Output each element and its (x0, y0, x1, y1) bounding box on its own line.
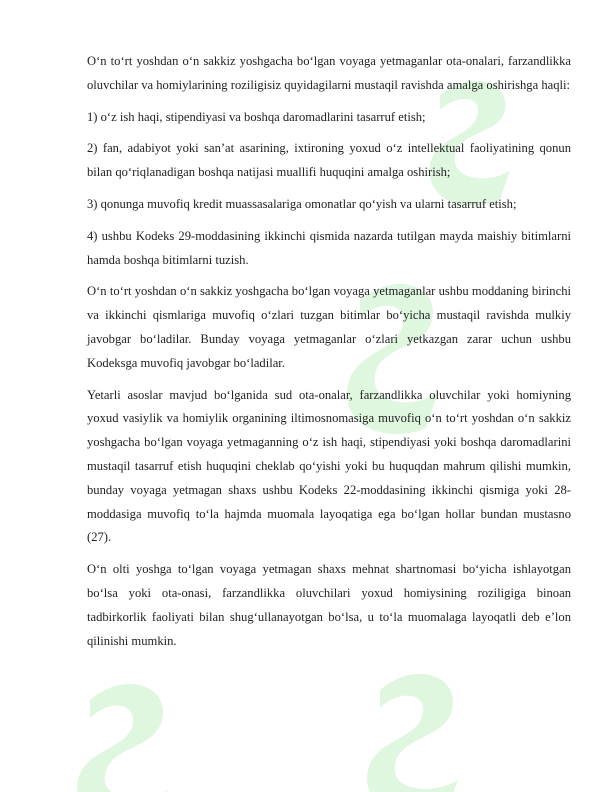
paragraph-liability: O‘n to‘rt yoshdan o‘n sakkiz yoshgacha bo‘lgan voyaga yetmaganlar ushbu moddaning birinchi va ikkinchi qismlariga muvofiq o‘zlari tuzgan bitimlar bo‘yicha mustaqil ravishda mulkiy javobgar bo‘ladilar. Bunday voyaga yetmaganlar o‘zlari yetkazgan zarar uchun ushbu Kodeksga muvofiq javobgar bo‘ladilar. (87, 284, 571, 370)
paragraph-item-4: 4) ushbu Kodeks 29-moddasining ikkinchi qismida nazarda tutilgan mayda maishiy bitimlarni hamda boshqa bitimlarni tuzish. (87, 228, 571, 267)
paragraph-court-restriction: Yetarli asoslar mavjud bo‘lganida sud ota-onalar, farzandlikka oluvchilar yoki homiyning yoxud vasiylik va homiylik organining iltimosnomasiga muvofiq o‘n to‘rt yoshdan o‘n sakkiz yoshgacha bo‘lgan voyaga yetmaganning o‘z ish haqi, stipendiyasi yoki boshqa daromadlarini mustaqil tasarruf etish huquqini cheklab qo‘yishi yoki bu huquqdan mahrum qilishi mumkin, bunday voyaga yetmagan shaxs ushbu Kodeks 22-moddasining ikkinchi qismiga yoki 28-moddasiga muvofiq to‘la hajmda muomala layoqatiga ega bo‘lgan hollar bundan mustasno (27). (87, 387, 571, 545)
paragraph-item-2: 2) fan, adabiyot yoki san’at asarining, ixtironing yoxud o‘z intellektual faoliyatining qonun bilan qo‘riqlanadigan boshqa natijasi muallifi huquqini amalga oshirish; (87, 141, 571, 180)
paragraph-emancipation: O‘n olti yoshga to‘lgan voyaga yetmagan shaxs mehnat shartnomasi bo‘yicha ishlayotgan bo‘lsa yoki ota-onasi, farzandlikka oluvchilari yoxud homiysining roziligiga binoan tadbirkorlik faoliyati bilan shug‘ullanayotgan bo‘lsa, u to‘la muomalaga layoqatli deb e’lon qilinishi mumkin. (87, 562, 571, 648)
paragraph-item-3: 3) qonunga muvofiq kredit muassasalariga omonatlar qo‘yish va ularni tasarruf etish; (87, 196, 517, 211)
paragraph-item-1: 1) o‘z ish haqi, stipendiyasi va boshqa daromadlarini tasarruf etish; (87, 109, 426, 124)
document-body (87, 50, 571, 661)
paragraph-intro: O‘n to‘rt yoshdan o‘n sakkiz yoshgacha bo‘lgan voyaga yetmaganlar ota-onalari, farzandlikka oluvchilar va homiylarining roziligisiz quyidagilarni mustaqil ravishda amalga oshirishga haqli: (87, 54, 571, 92)
